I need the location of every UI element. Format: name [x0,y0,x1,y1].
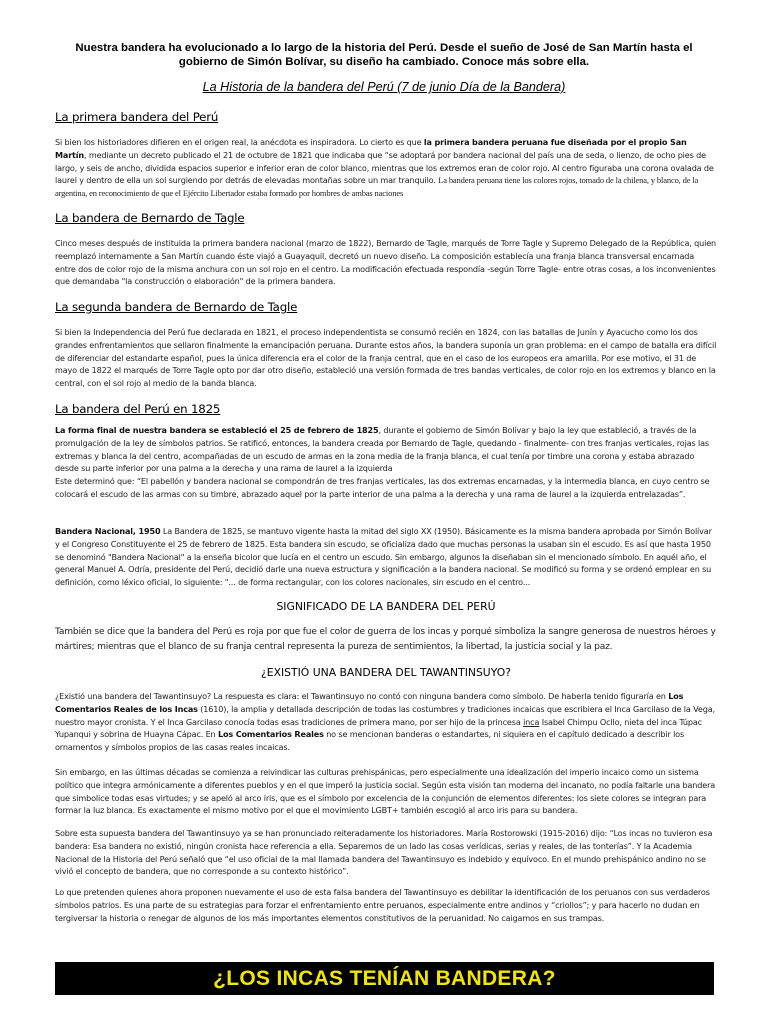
text-segment: (1610), la amplia y detallada descripción de todas las costumbres y tradiciones incaicas que escribiera el Inca Garcilaso de la Vega, nuestro mayor cronista. Y el Inca Garcilaso conocía todas esas tradiciones de primera mano, por ser hijo de la princesa [55,703,715,727]
heading-tawantinsuyo: ¿EXISTIÓ UNA BANDERA DEL TAWANTINSUYO? [261,666,511,679]
heading-bandera-1825: La bandera del Perú en 1825 [55,402,221,416]
text-segment: Si bien los historiadores difieren en el origen real, la anécdota es inspiradora. Lo cierto es que [55,137,424,147]
paragraph-primera-bandera [55,136,717,200]
heading-bernardo-tagle: La bandera de Bernardo de Tagle [55,211,245,225]
paragraph-significado: También se dice que la bandera del Perú es roja por que fue el color de guerra de los incas y porqué simboliza la sangre generosa de nuestros héroes y mártires; mientras que el blanco de su franja central representa la pureza de sentimientos, la libertad, la justicia social y la paz. [55,627,716,652]
bold-text: Los Comentarios Reales [217,729,324,740]
text-segment: no se mencionan banderas o estandartes, ni siquiera en el capítulo dedicado a describir los ornamentos y símbolos propios de las casas reales incaicas. [55,729,685,753]
heading-primera-bandera: La primera bandera del Perú [55,110,219,124]
bold-text: La forma final de nuestra bandera se estableció el 25 de febrero de 1825 [55,425,379,435]
bold-text: la primera bandera peruana fue diseñada por el propio San Martín [55,137,687,160]
paragraph-tawantinsuyo-4: Lo que pretenden quienes ahora proponen nuevamente el uso de esta falsa bandera del Tawantinsuyo es debilitar la identificación de los peruanos con sus verdaderos símbolos patrios. Es una parte de su estrategias para forzar el enfrentamiento entre peruanos, especialmente entre andinos y “criollos”; y para hacerlo no dudan en tergiversar la historia o renegar de algunos de los más importantes elementos constitutivos de la peruanidad. No caigamos en sus trampas. [55,887,710,923]
paragraph-tawantinsuyo-3: Sobre esta supuesta bandera del Tawantinsuyo ya se han pronunciado reiteradamente los historiadores. María Rostorowski (1915-2016) dijo: “Los incas no tuvieron esa bandera: Esa bandera no existió, ningún cronista hace referencia a ella. Separemos de un lado las cosas verídicas, serias y reales, de las tonterías”. Y la Academia Nacional de la Historia del Perú señaló que “el uso oficial de la mal llamada bandera del Tawantinsuyo es indebido y equívoco. En el mundo prehispánico andino no se vivió el concepto de bandera, que no corresponde a su contexto histórico”. [55,828,713,877]
text-segment: La bandera peruana tiene los colores rojos, tomado de la chilena, y blanco, de la argentina, en reconocimiento de que el Ejército Libertador estaba formado por hombres de ambas naciones [55,175,699,199]
paragraph-bernardo-tagle: Cinco meses después de instituida la primera bandera nacional (marzo de 1822), Bernardo de Tagle, marqués de Torre Tagle y Supremo Delegado de la República, quien reemplazó internamente a San Martín cuando éste viajó a Guayaquil, decretó un nuevo diseño. La composición establecía una franja blanca transversal encarnada entre dos de color rojo de la misma anchura con un sol rojo en el centro. La modificación efectuada respondía -según Torre Tagle- entre otras cosas, a los inconvenientes que demandaba "la construcción o elaboración" de la primera bandera. [55,238,717,287]
paragraph-tawantinsuyo-1 [55,690,717,754]
heading-significado: SIGNIFICADO DE LA BANDERA DEL PERÚ [276,600,496,613]
paragraph-tawantinsuyo-2: Sin embargo, en las últimas décadas se comienza a reivindicar las culturas prehispánicas, pero especialmente una idealización del imperio incaico como un sistema político que integra armónicamente a diferentes pueblos y en el que imperó la justicia social. Según esta visión tan moderna del incanato, no podía faltarle una bandera que simbolice todas esas virtudes; y se apeló al arco iris, que es el símbolo por excelencia de la conjunción de elementos diferentes: los siete colores se integran para formar la luz blanca. Es exactamente el mismo motivo por el que el movimiento LGBT+ también escogió al arco iris para su bandera. [55,767,716,816]
paragraph-bandera-1950 [55,525,717,589]
banner-title: ¿LOS INCAS TENÍAN BANDERA? [213,966,556,990]
main-title: La Historia de la bandera del Perú (7 de junio Día de la Bandera) [202,80,566,94]
bold-text: Bandera Nacional, 1950 [55,526,161,536]
text-segment: , durante el gobierno de Simón Bolívar y bajo la ley que estableció, a través de la promulgación de la ley de símbolos patrios. Se ratificó, entonces, la bandera creada por Bernardo de Tagle, quedando - finalmente- con tres franjas verticales, rojas las extremas y blanca la del centro, acompañadas de un escudo de armas en la zona media de la franja blanca, el cual tenía por timbre una corona y estaba abrazado desde su parte inferior por una palma a la derecha y una rama de laurel a la izquierda [55,425,709,474]
intro-text: Nuestra bandera ha evolucionado a lo largo de la historia del Perú. Desde el sueño de José de San Martín hasta el gobierno de Simón Bolívar, su diseño ha cambiado. Conoce más sobre ella. [75,42,693,68]
text-segment: Este determinó que: “El pabellón y bandera nacional se compondrán de tres franjas verticales, las dos extremas encarnadas, y la intermedia blanca, en cuyo centro se colocará el escudo de las armas con su timbre, abrazado aquel por la parte interior de una palma a la derecha y una rama de laurel a la izquierda entrelazadas”. [55,476,710,499]
heading-segunda-bandera: La segunda bandera de Bernardo de Tagle [55,300,298,314]
text-segment: ¿Existió una bandera del Tawantinsuyo? La respuesta es clara: el Tawantinsuyo no contó con ninguna bandera como símbolo. De haberla tenido figuraría en [55,691,669,701]
bold-text: Los Comentarios Reales de los Incas [55,691,684,714]
text-segment: , mediante un decreto publicado el 21 de octubre de 1821 que indicaba que “se adoptará por bandera nacional del país una de seda, o lienzo, de ocho pies de largo, y seis de ancho, dividida espacios superior e inferior eran de color blanco, mientras que los extremos eran de color rojo. Al centro figuraba una corona ovalada de laurel y dentro de ella un sol surgiendo por detrás de elevadas montañas sobre un mar tranquilo. [55,149,714,186]
bottom-banner [55,962,714,995]
paragraph-bandera-1825 [55,424,717,501]
text-segment: La Bandera de 1825, se mantuvo vigente hasta la mitad del siglo XX (1950). Básicamente es la misma bandera aprobada por Simón Bolívar y el Congreso Constituyente el 25 de febrero de 1825. Esta bandera sin escudo, se oficializa dado que muchas personas la usaban sin el escudo. Es así que hasta 1950 se denominó "Bandera Nacional" a la enseña bicolor que lucía en el centro un escudo. Sin embargo, algunos la diseñaban sin el mencionado símbolo. En aquél año, el general Manuel A. Odría, presidente del Perú, decidió darle una nueva estructura y significación a la bandera nacional. Se modificó su forma y se ordenó emplear en su definición, como léxico oficial, lo siguiente: "... de forma rectangular, con los colores nacionales, sin escudo en el centro... [55,526,712,588]
paragraph-segunda-bandera: Si bien la Independencia del Perú fue declarada en 1821, el proceso independentista se consumó recién en 1824, con las batallas de Junín y Ayacucho como los dos grandes enfrentamientos que sellaron finalmente la emancipación peruana. Durante estos años, la bandera suponía un gran problema: en el campo de batalla era difícil de diferenciar del estandarte español, pues la única diferencia era el color de la franja central, que en el caso de los europeos era amarilla. Por ese motivo, el 31 de mayo de 1822 el marqués de Torre Tagle opto por dar otro diseño, estableció una versión formada de tres bandas verticales, de color rojo en los extremos y blanco en la central, con el sol rojo al medio de la banda blanca. [55,327,717,389]
underlined-text: inca [523,716,540,727]
text-segment: Isabel Chimpu Ocllo, nieta del inca Túpac Yupanqui y sobrina de Huayna Cápac. En [55,716,702,740]
